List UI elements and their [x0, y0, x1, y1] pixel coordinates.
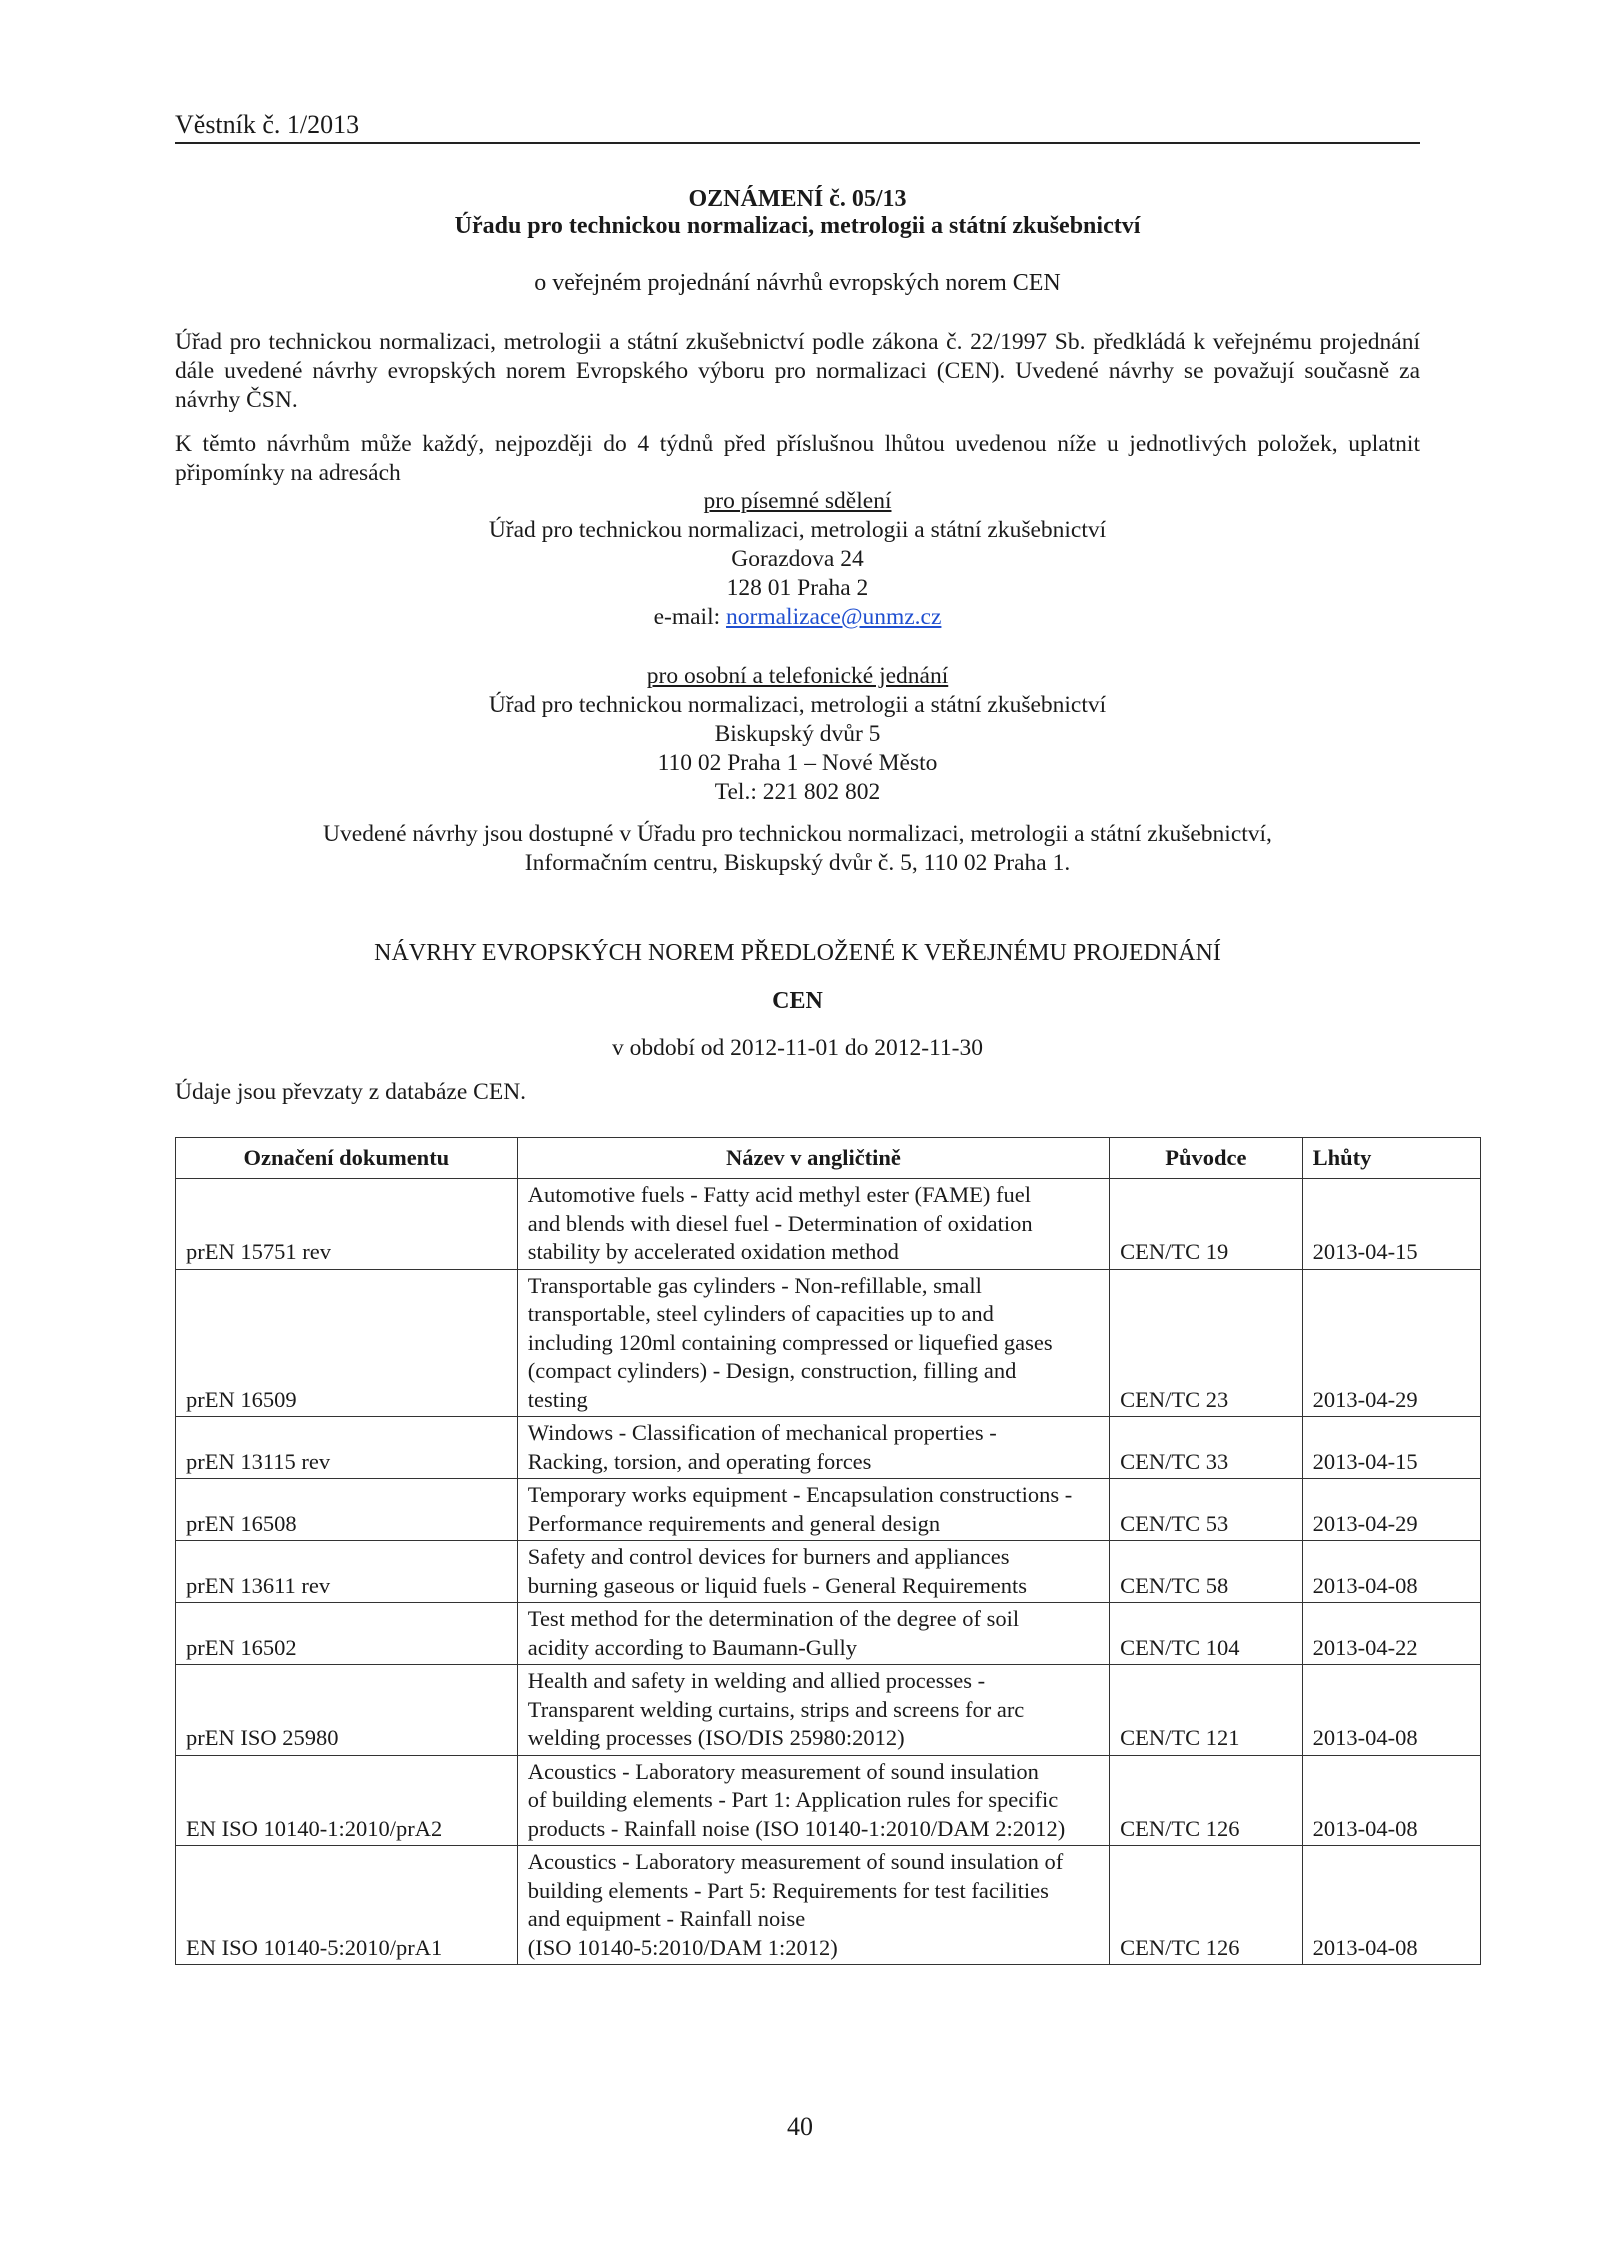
english-title-cell — [517, 1603, 1109, 1665]
standards-table — [175, 1137, 1481, 1965]
title-line: Acoustics - Laboratory measurement of sound insulation — [527, 1758, 1039, 1784]
written-address-block — [175, 487, 1420, 632]
originator-cell: CEN/TC 126 — [1110, 1846, 1302, 1965]
written-city: 128 01 Praha 2 — [726, 575, 869, 601]
table-row — [176, 1479, 1481, 1541]
table-header-row — [176, 1138, 1481, 1179]
document-id-cell: prEN 13115 rev — [176, 1417, 518, 1479]
column-header: Lhůty — [1302, 1138, 1480, 1179]
english-title-cell — [517, 1479, 1109, 1541]
announcement-issuer: Úřadu pro technickou normalizaci, metrologii a státní zkušebnictví — [454, 213, 1141, 239]
email-label: e-mail: — [653, 604, 727, 630]
english-title-cell — [517, 1665, 1109, 1756]
originator-cell: CEN/TC 33 — [1110, 1417, 1302, 1479]
english-title-cell — [517, 1179, 1109, 1270]
table-row — [176, 1755, 1481, 1846]
title-line: Racking, torsion, and operating forces — [527, 1448, 872, 1474]
document-id-cell: prEN ISO 25980 — [176, 1665, 518, 1756]
intro-paragraph: Úřad pro technickou normalizaci, metrologii a státní zkušebnictví podle zákona č. 22/1997 Sb. předkládá k veřejnému projednání dále uvedené návrhy evropských norem Evropského výboru pro normalizaci (CEN). Uvedené návrhy se považují současně za návrhy ČSN. — [175, 329, 1420, 413]
table-row — [176, 1541, 1481, 1603]
document-id-cell: prEN 16508 — [176, 1479, 518, 1541]
table-row — [176, 1846, 1481, 1965]
originator-cell: CEN/TC 53 — [1110, 1479, 1302, 1541]
deadline-cell: 2013-04-08 — [1302, 1755, 1480, 1846]
availability-line: Informačním centru, Biskupský dvůr č. 5, 110 02 Praha 1. — [524, 850, 1071, 876]
table-row — [176, 1269, 1481, 1417]
document-id-cell: EN ISO 10140-5:2010/prA1 — [176, 1846, 518, 1965]
originator-cell: CEN/TC 58 — [1110, 1541, 1302, 1603]
english-title-cell — [517, 1846, 1109, 1965]
originator-cell: CEN/TC 23 — [1110, 1269, 1302, 1417]
written-heading: pro písemné sdělení — [703, 488, 892, 514]
page-number: 40 — [787, 2112, 813, 2141]
deadline-cell: 2013-04-08 — [1302, 1846, 1480, 1965]
english-title-cell — [517, 1755, 1109, 1846]
comments-paragraph: K těmto návrhům může každý, nejpozději do 4 týdnů před příslušnou lhůtou uvedenou níže u jednotlivých položek, uplatnit připomínky na adresách — [175, 431, 1420, 486]
period-line: v období od 2012-11-01 do 2012-11-30 — [612, 1035, 983, 1061]
deadline-cell: 2013-04-29 — [1302, 1479, 1480, 1541]
table-row — [176, 1665, 1481, 1756]
personal-city: 110 02 Praha 1 – Nové Město — [657, 750, 938, 776]
title-line: Transportable gas cylinders - Non-refillable, small — [527, 1272, 982, 1298]
column-header: Označení dokumentu — [176, 1138, 518, 1179]
deadline-cell: 2013-04-15 — [1302, 1417, 1480, 1479]
document-id-cell: EN ISO 10140-1:2010/prA2 — [176, 1755, 518, 1846]
originator-cell: CEN/TC 121 — [1110, 1665, 1302, 1756]
english-title-cell — [517, 1269, 1109, 1417]
title-line: acidity according to Baumann-Gully — [527, 1634, 858, 1660]
title-line: Automotive fuels - Fatty acid methyl ester (FAME) fuel — [527, 1182, 1031, 1207]
title-line: burning gaseous or liquid fuels - General Requirements — [527, 1572, 1028, 1598]
table-row — [176, 1603, 1481, 1665]
email-line — [175, 603, 1420, 632]
document-id-cell: prEN 15751 rev — [176, 1179, 518, 1270]
title-line: welding processes (ISO/DIS 25980:2012) — [527, 1725, 905, 1750]
deadline-cell: 2013-04-15 — [1302, 1179, 1480, 1270]
title-line: Safety and control devices for burners and appliances — [527, 1544, 1010, 1569]
personal-heading: pro osobní a telefonické jednání — [646, 663, 949, 689]
document-id-cell: prEN 13611 rev — [176, 1541, 518, 1603]
title-line: testing — [527, 1386, 588, 1412]
title-line: stability by accelerated oxidation method — [527, 1239, 899, 1264]
deadline-cell: 2013-04-08 — [1302, 1541, 1480, 1603]
title-line: of building elements - Part 1: Application rules for specific — [527, 1787, 1059, 1812]
journal-header: Věstník č. 1/2013 — [175, 110, 1420, 144]
announcement-subtitle: o veřejném projednání návrhů evropských norem CEN — [534, 270, 1061, 296]
title-line: Performance requirements and general design — [527, 1510, 941, 1536]
personal-street: Biskupský dvůr 5 — [714, 721, 881, 747]
title-line: products - Rainfall noise (ISO 10140-1:2010/DAM 2:2012) — [527, 1815, 1066, 1841]
deadline-cell: 2013-04-08 — [1302, 1665, 1480, 1756]
originator-cell: CEN/TC 19 — [1110, 1179, 1302, 1270]
availability-note — [175, 820, 1420, 878]
title-line: building elements - Part 5: Requirements for test facilities — [527, 1877, 1049, 1903]
title-line: and equipment - Rainfall noise — [527, 1906, 806, 1931]
table-row — [176, 1179, 1481, 1270]
table-body — [176, 1179, 1481, 1965]
personal-office: Úřad pro technickou normalizaci, metrologii a státní zkušebnictví — [488, 692, 1107, 718]
availability-line: Uvedené návrhy jsou dostupné v Úřadu pro technickou normalizaci, metrologii a státní zkušebnictví, — [323, 821, 1272, 847]
title-line: and blends with diesel fuel - Determination of oxidation — [527, 1210, 1033, 1236]
english-title-cell — [517, 1417, 1109, 1479]
title-line: Health and safety in welding and allied processes - — [527, 1668, 986, 1693]
email-link[interactable]: normalizace@unmz.cz — [726, 604, 942, 630]
english-title-cell — [517, 1541, 1109, 1603]
personal-phone: Tel.: 221 802 802 — [714, 779, 881, 805]
title-line: including 120ml containing compressed or liquefied gases — [527, 1329, 1053, 1355]
title-line: Transparent welding curtains, strips and screens for arc — [527, 1696, 1025, 1722]
personal-address-block — [175, 662, 1420, 807]
title-line: Temporary works equipment - Encapsulation constructions - — [527, 1482, 1073, 1507]
written-office: Úřad pro technickou normalizaci, metrologii a státní zkušebnictví — [488, 517, 1107, 543]
column-header: Název v angličtině — [517, 1138, 1109, 1179]
originator-cell: CEN/TC 126 — [1110, 1755, 1302, 1846]
written-street: Gorazdova 24 — [731, 546, 864, 572]
section-title: NÁVRHY EVROPSKÝCH NOREM PŘEDLOŽENÉ K VEŘEJNÉMU PROJEDNÁNÍ — [374, 940, 1221, 966]
title-line: Test method for the determination of the degree of soil — [527, 1606, 1020, 1631]
deadline-cell: 2013-04-29 — [1302, 1269, 1480, 1417]
document-id-cell: prEN 16502 — [176, 1603, 518, 1665]
originator-cell: CEN/TC 104 — [1110, 1603, 1302, 1665]
title-line: Windows - Classification of mechanical properties - — [527, 1420, 997, 1445]
title-line: transportable, steel cylinders of capacities up to and — [527, 1301, 994, 1326]
deadline-cell: 2013-04-22 — [1302, 1603, 1480, 1665]
cen-heading: CEN — [772, 988, 823, 1014]
title-line: (compact cylinders) - Design, construction, filling and — [527, 1358, 1017, 1383]
title-line: (ISO 10140-5:2010/DAM 1:2012) — [527, 1934, 838, 1960]
column-header: Původce — [1110, 1138, 1302, 1179]
source-note: Údaje jsou převzaty z databáze CEN. — [175, 1079, 527, 1105]
announcement-title: OZNÁMENÍ č. 05/13 — [688, 186, 907, 212]
document-id-cell: prEN 16509 — [176, 1269, 518, 1417]
title-line: Acoustics - Laboratory measurement of sound insulation of — [527, 1849, 1064, 1874]
table-row — [176, 1417, 1481, 1479]
